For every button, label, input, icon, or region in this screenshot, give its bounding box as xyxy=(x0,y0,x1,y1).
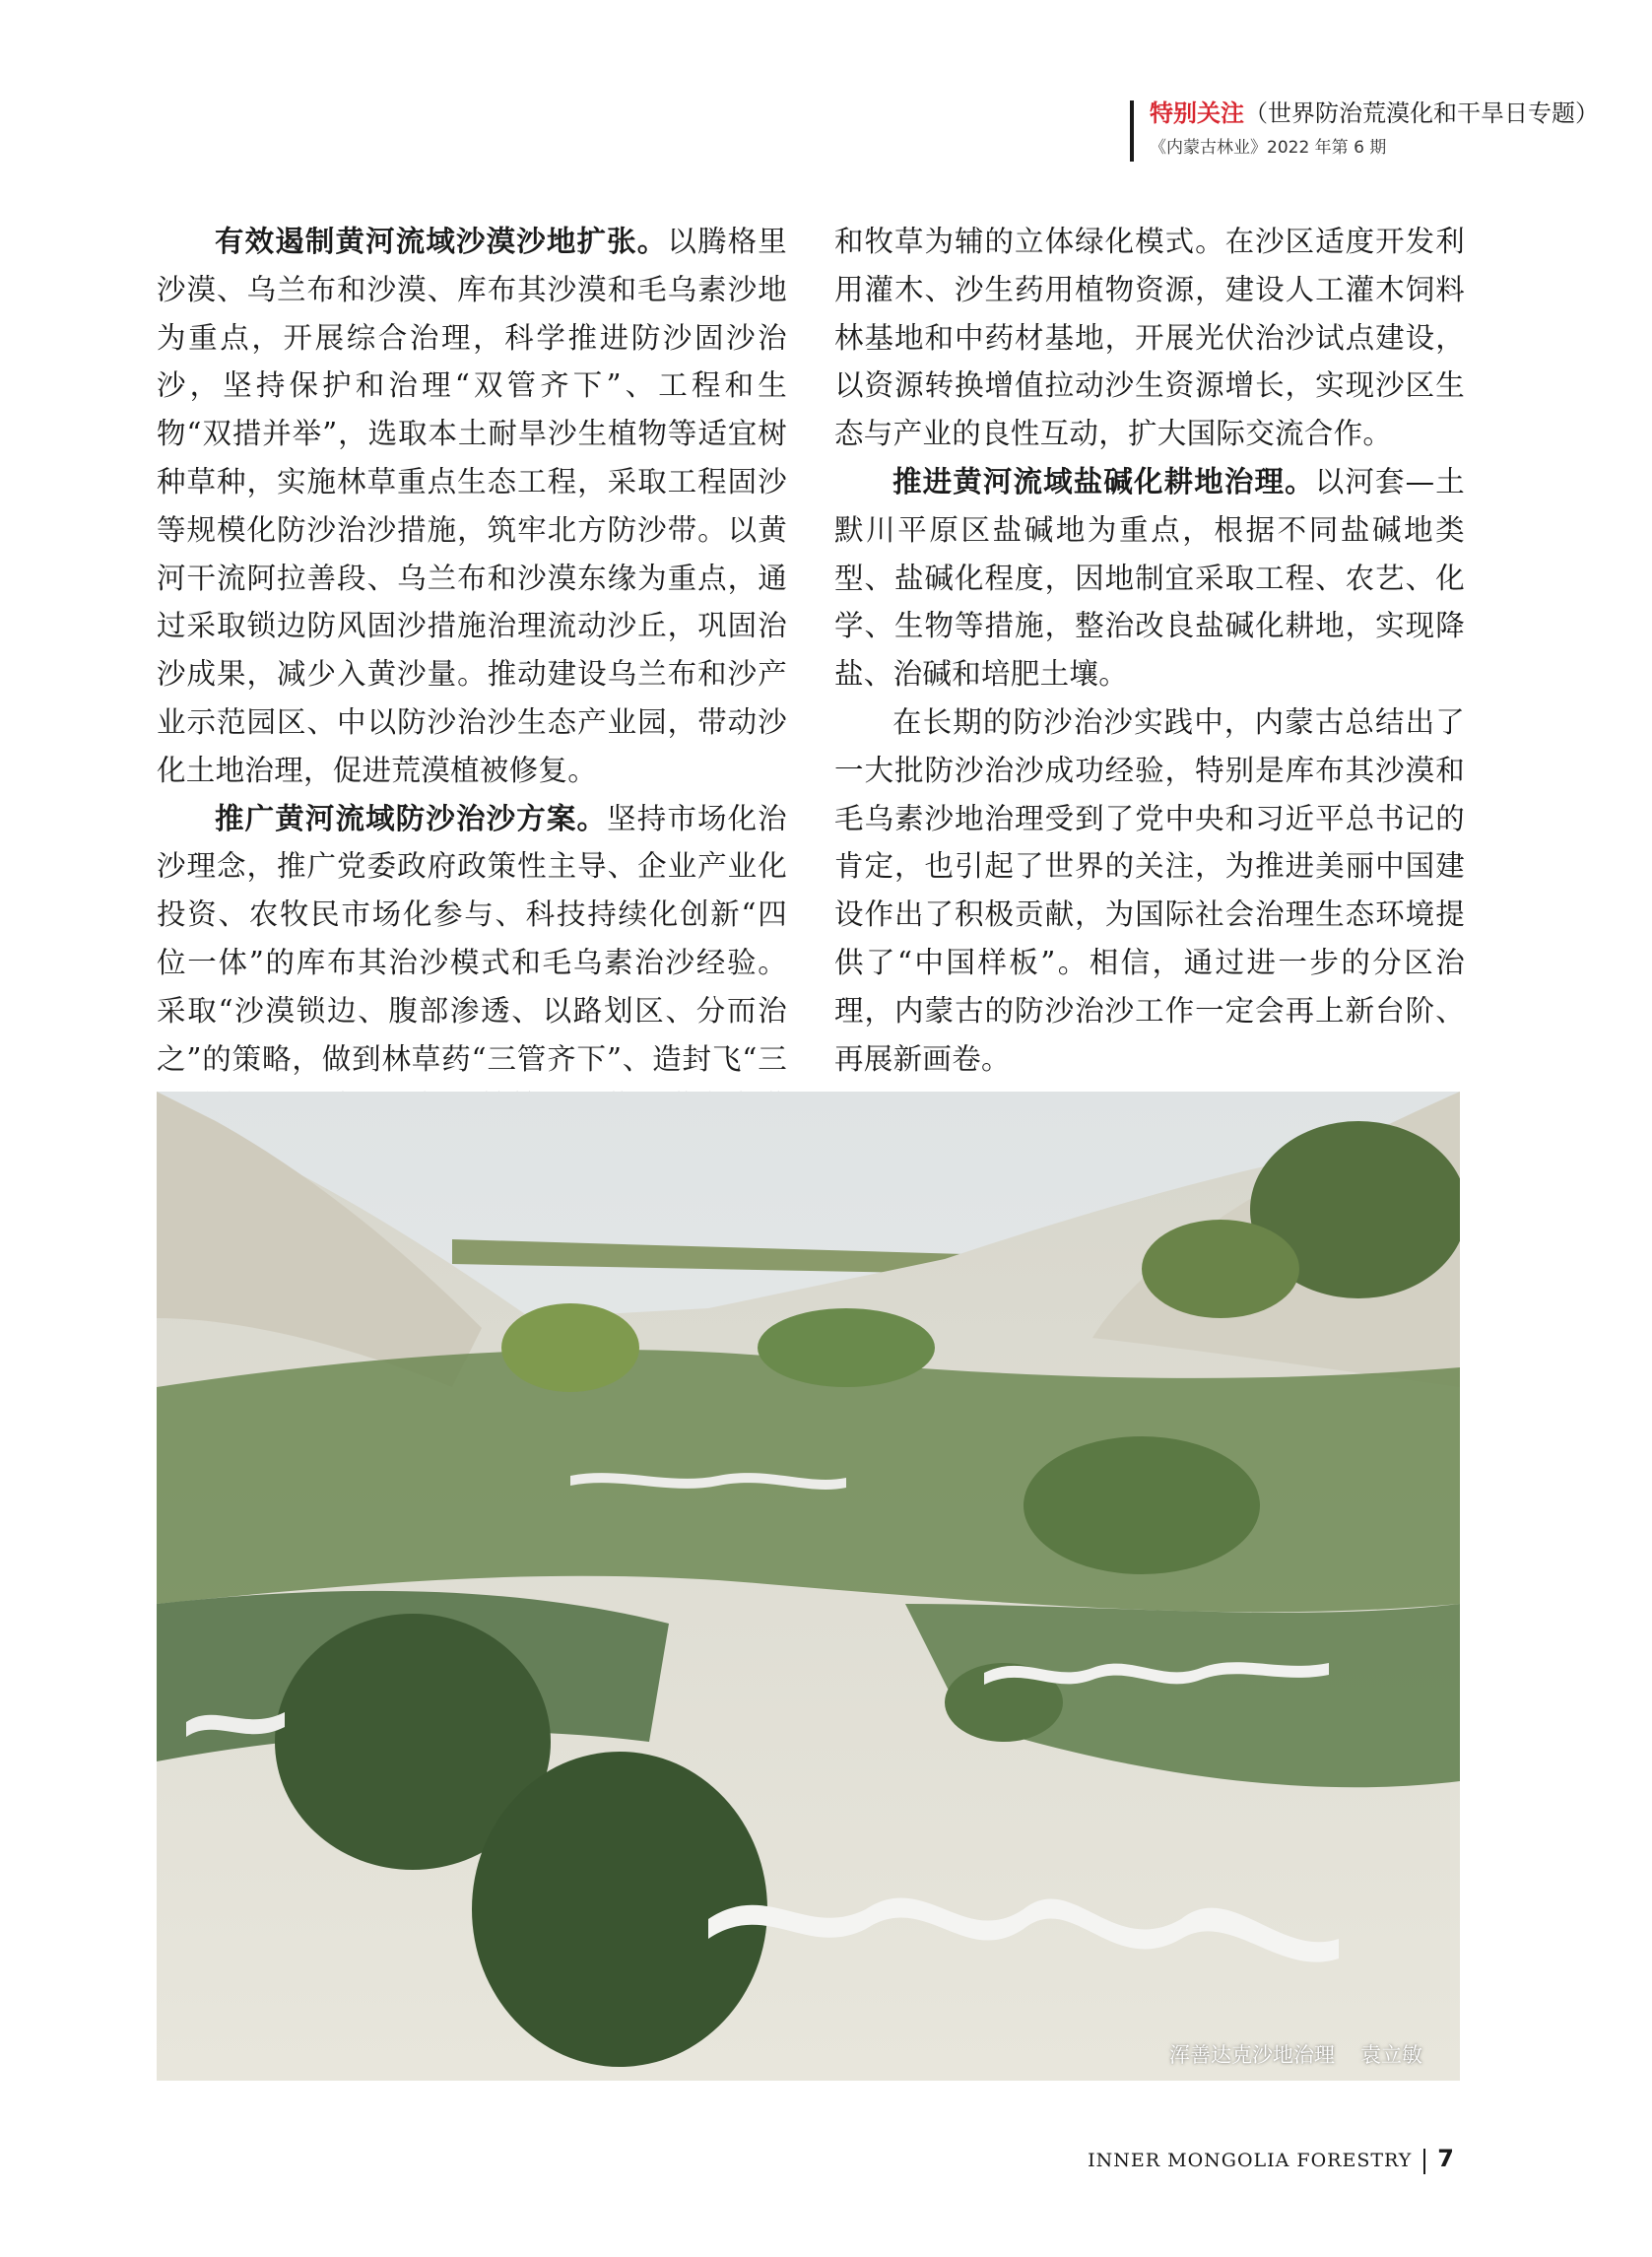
landscape-photo xyxy=(157,1092,1460,2081)
paragraph-text: 在长期的防沙治沙实践中，内蒙古总结出了一大批防沙治沙成功经验，特别是库布其沙漠和毛乌素沙地治理受到了党中央和习近平总书记的肯定，也引起了世界的关注，为推进美丽中国建设作出了积极贡献，为国际社会治理生态环境提供了“中国样板”。相信，通过进一步的分区治理，内蒙古的防沙治沙工作一定会再上新台阶、再展新画卷。 xyxy=(834,704,1465,1076)
paragraph xyxy=(157,218,787,795)
caption-title: 浑善达克沙地治理 xyxy=(1169,2043,1335,2067)
paragraph xyxy=(834,458,1465,698)
section-label: 特别关注 xyxy=(1150,100,1244,127)
issue-label: 《内蒙古林业》2022 年第 6 期 xyxy=(1150,138,1387,158)
paragraph xyxy=(834,698,1465,1083)
page-footer xyxy=(1088,2145,1455,2174)
paragraph xyxy=(834,218,1465,458)
paragraph-lead: 推进黄河流域盐碱化耕地治理。 xyxy=(892,464,1315,498)
article-column-left xyxy=(157,218,787,1179)
journal-name: INNER MONGOLIA FORESTRY xyxy=(1088,2150,1413,2171)
paragraph-lead: 推广黄河流域防沙治沙方案。 xyxy=(215,801,608,835)
photo-illustration xyxy=(157,1092,1460,2081)
paragraph-text: 坚持市场化治沙理念，推广党委政府政策性主导、企业产业化投资、农牧民市场化参与、科技持续化创新“四位一体”的库布其治沙模式和毛乌素治沙经验。采取“沙漠锁边、腹部渗透、以路划区、分而治之”的策略，做到林草药“三管齐下”、造封飞“三 xyxy=(157,801,787,1076)
header-section-line xyxy=(1150,97,1599,130)
paragraph-text: 以腾格里沙漠、乌兰布和沙漠、库布其沙漠和毛乌素沙地为重点，开展综合治理，科学推进防沙固沙治沙，坚持保护和治理“双管齐下”、工程和生物“双措并举”，选取本土耐旱沙生植物等适宜树种草种，实施林草重点生态工程，采取工程固沙等规模化防沙治沙措施，筑牢北方防沙带。以黄河干流阿拉善段、乌兰布和沙漠东缘为重点，通过采取锁边防风固沙措施治理流动沙丘，巩固治沙成果，减少入黄沙量。推动建设乌兰布和沙产业示范园区、中以防沙治沙生态产业园，带动沙化土地治理，促进荒漠植被修复。 xyxy=(157,225,787,787)
caption-author: 袁立敏 xyxy=(1360,2043,1422,2067)
page-number: 7 xyxy=(1437,2145,1455,2172)
article-column-right xyxy=(834,218,1465,1083)
paragraph-text: 和牧草为辅的立体绿化模式。在沙区适度开发利用灌木、沙生药用植物资源，建设人工灌木饲料林基地和中药材基地，开展光伏治沙试点建设，以资源转换增值拉动沙生资源增长，实现沙区生态与产业的良性互动，扩大国际交流合作。 xyxy=(834,225,1465,451)
photo-caption xyxy=(1169,2039,1422,2069)
paragraph-lead: 有效遏制黄河流域沙漠沙地扩张。 xyxy=(215,225,668,258)
paragraph-text: 以河套—土默川平原区盐碱地为重点，根据不同盐碱地类型、盐碱化程度，因地制宜采取工程、农艺、化学、生物等措施，整治改良盐碱化耕地，实现降盐、治碱和培肥土壤。 xyxy=(834,464,1466,692)
section-topic: （世界防治荒漠化和干旱日专题） xyxy=(1244,100,1599,127)
footer-divider xyxy=(1423,2149,1425,2174)
header-divider xyxy=(1130,100,1134,162)
